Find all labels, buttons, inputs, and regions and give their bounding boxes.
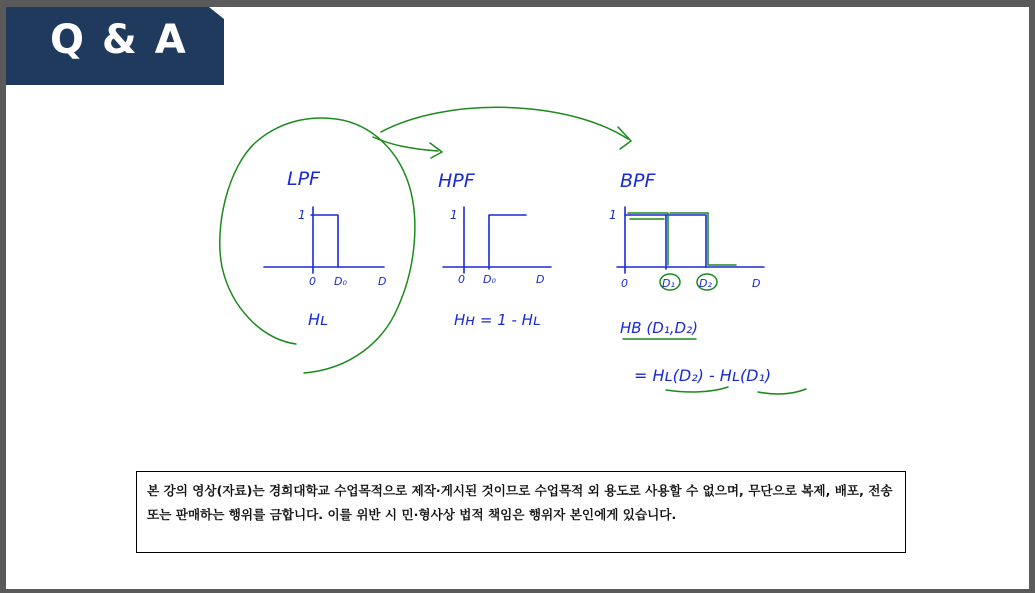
lpf-circle-annotation xyxy=(220,118,415,373)
lpf-x-axis-label: D xyxy=(378,275,387,288)
lpf-caption: Hʟ xyxy=(308,310,329,329)
page-title: Q & A xyxy=(50,17,188,63)
hpf-tick-one: 1 xyxy=(450,208,458,222)
slide xyxy=(6,7,1029,589)
copyright-notice: 본 강의 영상(자료)는 경희대학교 수업목적으로 제작·게시된 것이므로 수업목적 외 용도로 사용할 수 없으며, 무단으로 복제, 배포, 전송 또는 판매하는 행위를 금합니다. 이를 위반 시 민·형사상 법적 책임은 행위자 본인에게 있습니다. xyxy=(136,471,906,553)
arrow-to-bpf xyxy=(381,107,631,149)
bpf-x-zero: 0 xyxy=(621,277,628,290)
bpf-x-axis-label: D xyxy=(752,277,761,290)
bpf-title: BPF xyxy=(620,170,656,192)
lpf-x-zero: 0 xyxy=(309,275,316,288)
bpf-x-cutoff-2: D₂ xyxy=(699,277,712,290)
bpf-equation-line2: = Hʟ(D₂) - Hʟ(D₁) xyxy=(634,366,772,385)
bpf-graph xyxy=(609,170,806,394)
hpf-title: HPF xyxy=(438,170,475,192)
hpf-graph xyxy=(438,170,551,329)
hpf-x-cutoff: D₀ xyxy=(483,273,496,286)
bpf-x-cutoff-1: D₁ xyxy=(662,277,675,290)
hpf-x-zero: 0 xyxy=(458,273,465,286)
bpf-tick-one: 1 xyxy=(609,208,617,222)
lpf-graph xyxy=(264,168,386,329)
lpf-x-cutoff: D₀ xyxy=(334,275,347,288)
hpf-x-axis-label: D xyxy=(536,273,545,286)
lpf-title: LPF xyxy=(287,168,320,190)
hpf-caption: Hʜ = 1 - Hʟ xyxy=(454,311,541,329)
arrow-to-hpf xyxy=(373,137,442,158)
bpf-equation-line1: HB (D₁,D₂) xyxy=(620,319,698,337)
lpf-tick-one: 1 xyxy=(298,208,306,222)
